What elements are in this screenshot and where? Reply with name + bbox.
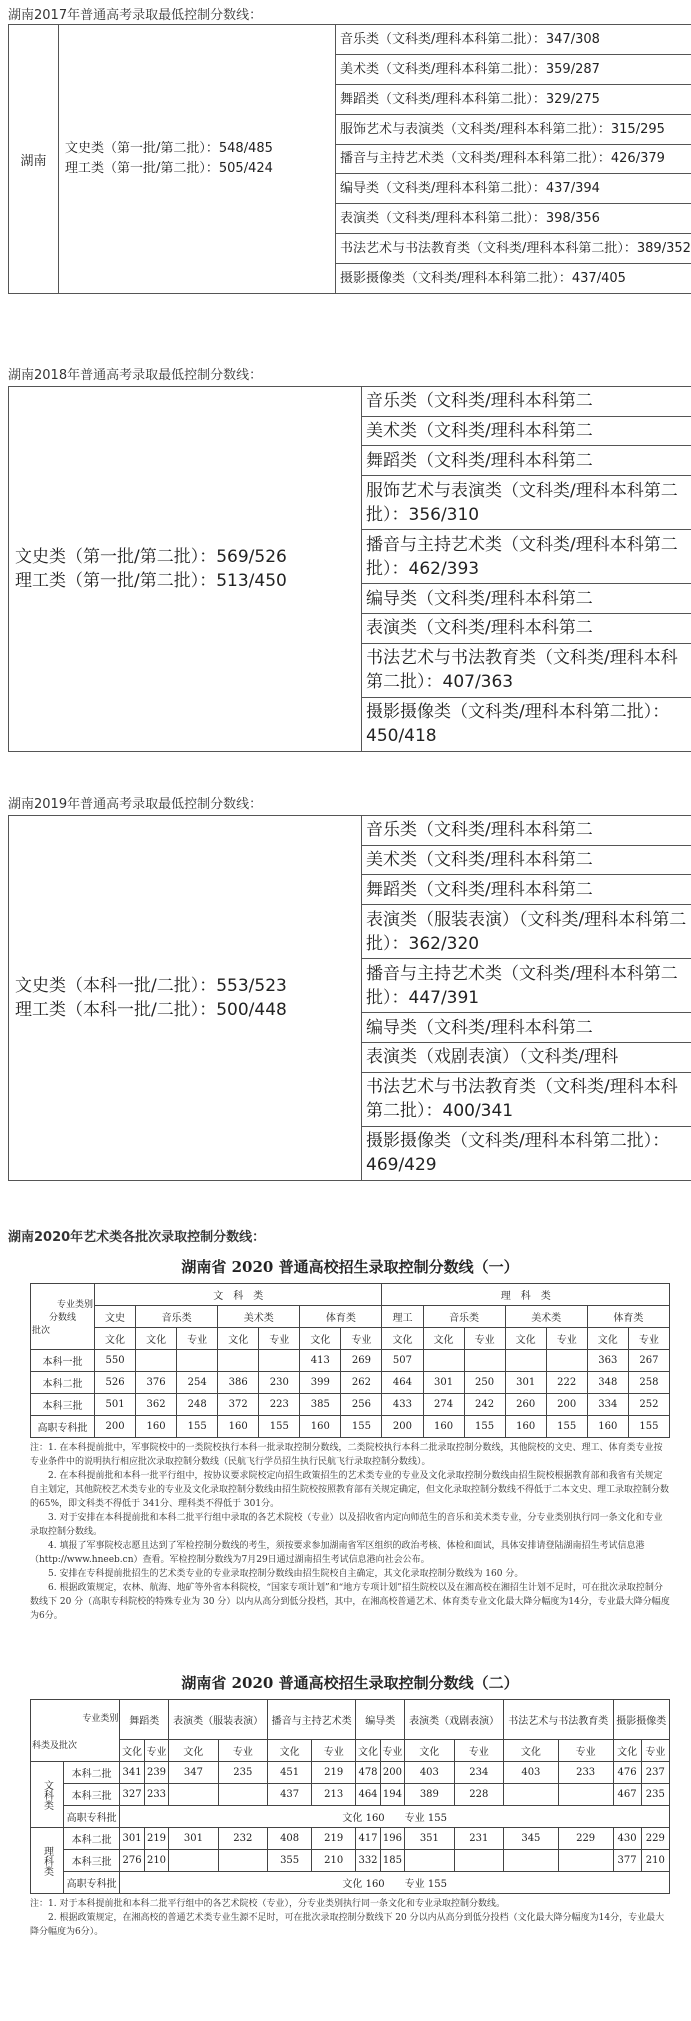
score-cell [259,1350,300,1372]
header-row [31,1306,670,1328]
left-line: 理工类（第一批/第二批）：505/424 [65,161,273,176]
score-cell: 200 [382,1416,423,1438]
score-cell: 155 [341,1416,382,1438]
score-cell: 155 [177,1416,218,1438]
sub-header: 专业 [341,1328,382,1350]
score-cell: 160 [587,1416,628,1438]
score-cell: 160 [136,1416,177,1438]
score-sheet-1 [30,1256,670,1623]
sub-header: 专业 [312,1740,356,1762]
score-cell [169,1784,218,1806]
sub-header: 专业 [464,1328,505,1350]
score-cell [218,1784,267,1806]
header-row [31,1284,670,1306]
left-line: 文史类（第一批/第二批）：569/526 [15,547,287,567]
item-cell: 美术类（文科类/理科本科第二 [362,416,691,446]
sub-header: 专业 [144,1740,168,1762]
score-cell: 550 [95,1350,136,1372]
left-line: 理工类（本科一批/二批）：500/448 [15,1000,287,1020]
note-line: 2. 根据政策规定，在湘高校的普通艺术类专业生源不足时，可在批次录取控制分数线下 20 分以内从高分到低分投档（文化最大降分幅度为14分，专业最大降分幅度为6分）。 [30,1913,665,1937]
score-cell: 260 [505,1394,546,1416]
corner-label: 专业类别 [56,1300,93,1310]
score-cell: 196 [380,1828,404,1850]
item-cell: 编导类（文科类/理科本科第二批）：437/394 [336,174,691,204]
sheet-2-title: 湖南省 2020 普通高校招生录取控制分数线（二） [181,1674,519,1692]
table-row [31,1762,670,1784]
corner-label: 科类及批次 [32,1740,78,1751]
note-line: 注：1. 对于本科提前批和本科二批平行组中的各艺术院校（专业），分专业类别执行同一条文化和专业录取控制分数线。 [30,1899,505,1909]
table-row [31,1850,670,1872]
section-title-2018: 湖南2018年普通高考录取最低控制分数线： [8,368,263,383]
sub-header: 文化 [613,1740,641,1762]
table-row [9,816,691,846]
score-cell: 362 [136,1394,177,1416]
item-cell: 编导类（文科类/理科本科第二 [362,1013,691,1043]
note-line: 2. 在本科提前批和本科一批平行组中，按协议要求院校定向招生政策招生的艺术类专业的专业及文化录取控制分数线由招生院校根据教育部和我省有关规定自主划定，其他院校艺术类专业的专业及文化录取控制分数线由招生院校按照教育部有关规定确定，但文化录取控制分数线不得低于二本文史、理工录取控制分数的65%，即文科类不得低于 341分、理科类不得低于 301分。 [30,1471,670,1509]
score-sheet-2 [30,1672,670,1939]
column-header: 摄影摄像类 [613,1700,670,1740]
sub-header: 专业 [558,1740,613,1762]
score-cell: 155 [628,1416,669,1438]
score-cell: 219 [312,1828,356,1850]
score-cell: 252 [628,1394,669,1416]
score-cell: 223 [259,1394,300,1416]
left-line: 理工类（第一批/第二批）：513/450 [15,571,287,591]
score-cell: 348 [587,1372,628,1394]
score-cell: 269 [341,1350,382,1372]
score-cell: 235 [218,1762,267,1784]
corner-label: 专业类别 [82,1713,119,1724]
sheet-2-body [31,1700,670,1894]
score-cell: 235 [641,1784,669,1806]
score-cell: 160 [218,1416,259,1438]
sub-header: 专业 [218,1740,267,1762]
zhuanke-cell: 文化 160 专业 155 [120,1872,670,1894]
item-cell: 舞蹈类（文科类/理科本科第二 [362,446,691,476]
sheet-1-body [31,1284,670,1438]
batch-cell: 本科一批 [31,1350,95,1372]
score-cell: 155 [546,1416,587,1438]
table-row [31,1806,670,1828]
column-header: 体育类 [587,1306,669,1328]
score-cell: 417 [356,1828,380,1850]
score-cell: 334 [587,1394,628,1416]
table-2018-body [9,387,691,752]
item-cell: 美术类（文科类/理科本科第二批）：359/287 [336,54,691,84]
sheet-1-title: 湖南省 2020 普通高校招生录取控制分数线（一） [181,1258,519,1276]
item-cell: 摄影摄像类（文科类/理科本科第二批）：469/429 [362,1126,691,1180]
sub-header: 专业 [546,1328,587,1350]
score-cell: 408 [268,1828,312,1850]
score-cell: 341 [120,1762,144,1784]
table-2019-body [9,816,691,1181]
column-header: 编导类 [356,1700,405,1740]
score-cell [558,1850,613,1872]
column-header: 体育类 [300,1306,382,1328]
score-cell: 256 [341,1394,382,1416]
sub-header: 文化 [218,1328,259,1350]
score-cell: 363 [587,1350,628,1372]
score-cell: 377 [613,1850,641,1872]
table-row [31,1372,670,1394]
score-cell: 254 [177,1372,218,1394]
note-line: 注：1. 在本科提前批中，军事院校中的一类院校执行本科一批录取控制分数线，二类院校执行本科二批录取控制分数线，其他院校的文史、理工、体育类专业按专业条件中的说明执行相应批次录取控制分数线（民航飞行学员招生执行民航飞行录取控制分数线）。 [30,1443,663,1467]
score-cell: 355 [268,1850,312,1872]
sub-header: 文化 [268,1740,312,1762]
sub-header: 文化 [504,1740,559,1762]
score-cell: 155 [464,1416,505,1438]
item-cell: 摄影摄像类（文科类/理科本科第二批）：450/418 [362,697,691,751]
score-cell [558,1784,613,1806]
score-cell: 467 [613,1784,641,1806]
score-cell: 160 [505,1416,546,1438]
score-cell: 200 [95,1416,136,1438]
score-cell: 345 [504,1828,559,1850]
batch-cell: 高职专科批 [64,1806,120,1828]
corner-label: 批次 [32,1326,51,1336]
score-cell: 301 [169,1828,218,1850]
left-cell [9,387,362,752]
score-cell: 194 [380,1784,404,1806]
item-cell: 播音与主持艺术类（文科类/理科本科第二批）：426/379 [336,144,691,174]
sub-header: 文化 [300,1328,341,1350]
score-cell [423,1350,464,1372]
item-cell: 服饰艺术与表演类（文科类/理科本科第二批）：315/295 [336,114,691,144]
score-cell: 242 [464,1394,505,1416]
table-2018 [8,386,691,752]
header-row [31,1700,670,1740]
score-cell: 160 [300,1416,341,1438]
header-row [31,1740,670,1762]
score-cell: 476 [613,1762,641,1784]
score-cell: 372 [218,1394,259,1416]
score-cell: 301 [505,1372,546,1394]
batch-cell: 高职专科批 [31,1416,95,1438]
item-cell: 播音与主持艺术类（文科类/理科本科第二批）：447/391 [362,959,691,1013]
score-cell: 233 [558,1762,613,1784]
corner-cell [31,1284,95,1350]
score-cell: 526 [95,1372,136,1394]
score-cell: 327 [120,1784,144,1806]
corner-cell [31,1700,120,1762]
column-header: 文史 [95,1306,136,1328]
side-label: 理科类 [31,1828,64,1894]
score-cell: 155 [259,1416,300,1438]
note-line: 3. 对于安排在本科提前批和本科二批平行组中录取的各艺术院校（专业）以及招收省内定向师范生的音乐和美术类专业，分专业类别执行同一条文化和专业录取控制分数线。 [30,1513,663,1537]
score-cell [218,1350,259,1372]
score-cell [464,1350,505,1372]
note-line: 6. 根据政策规定，农林、航海、地矿等外省本科院校，“国家专项计划”和“地方专项计划”招生院校以及在湘高校在湘招生计划不足时，可在批次录取控制分数线下 20 分（高职专科院校的特殊专业为 30 分）以内从高分到低分投档，其中，在湘高校普通艺术、体育类专业文化最大降分幅度为14分，专业最大降分幅度为6分。 [30,1583,670,1621]
item-cell: 服饰艺术与表演类（文科类/理科本科第二批）：356/310 [362,475,691,529]
column-header: 音乐类 [136,1306,218,1328]
score-cell: 248 [177,1394,218,1416]
item-cell: 播音与主持艺术类（文科类/理科本科第二批）：462/393 [362,530,691,584]
batch-cell: 本科二批 [31,1372,95,1394]
score-cell: 399 [300,1372,341,1394]
score-cell: 403 [405,1762,454,1784]
note-line: 5. 安排在专科提前批招生的艺术类专业的专业录取控制分数线由招生院校自主确定，其文化录取控制分数线为 160 分。 [48,1569,524,1579]
sub-header: 文化 [505,1328,546,1350]
sheet-1-notes [30,1441,670,1623]
score-cell: 229 [641,1828,669,1850]
column-header: 美术类 [218,1306,300,1328]
score-cell: 231 [454,1828,503,1850]
score-cell [504,1850,559,1872]
table-row [31,1416,670,1438]
score-cell: 347 [169,1762,218,1784]
score-cell [454,1850,503,1872]
score-cell: 185 [380,1850,404,1872]
score-cell: 507 [382,1350,423,1372]
sub-header: 专业 [259,1328,300,1350]
item-cell: 表演类（文科类/理科本科第二批）：398/356 [336,204,691,234]
score-cell: 237 [641,1762,669,1784]
sub-header: 文化 [382,1328,423,1350]
section-title-2020: 湖南2020年艺术类各批次录取控制分数线： [8,1230,266,1245]
score-cell: 219 [144,1828,168,1850]
score-cell [546,1350,587,1372]
batch-cell: 本科三批 [31,1394,95,1416]
table-row [31,1394,670,1416]
batch-cell: 高职专科批 [64,1872,120,1894]
score-cell: 234 [454,1762,503,1784]
item-cell: 书法艺术与书法教育类（文科类/理科本科第二批）：389/352 [336,234,691,264]
item-cell: 书法艺术与书法教育类（文科类/理科本科第二批）：400/341 [362,1072,691,1126]
score-cell: 274 [423,1394,464,1416]
score-cell [177,1350,218,1372]
score-cell: 332 [356,1850,380,1872]
score-cell [169,1850,218,1872]
note-line: 4. 填报了军事院校志愿且达到了军检控制分数线的考生，须按要求参加湖南省军区组织的政治考核、体检和面试，具体安排请登陆湖南招生考试信息港（http://www.hneeb.cn）查看。军检控制分数线为7月29日通过湖南招生考试信息港向社会公布。 [30,1541,645,1565]
sub-header: 专业 [454,1740,503,1762]
batch-cell: 本科二批 [64,1828,120,1850]
column-header: 美术类 [505,1306,587,1328]
column-header: 理工 [382,1306,423,1328]
score-cell: 386 [218,1372,259,1394]
score-cell: 301 [120,1828,144,1850]
score-cell [505,1350,546,1372]
corner-label: 分数线 [48,1313,76,1323]
table-row [31,1872,670,1894]
score-cell: 229 [558,1828,613,1850]
score-cell: 200 [546,1394,587,1416]
sheet-2-notes [30,1897,670,1939]
score-cell: 464 [356,1784,380,1806]
score-cell: 233 [144,1784,168,1806]
sub-header: 专业 [628,1328,669,1350]
item-cell: 编导类（文科类/理科本科第二 [362,584,691,614]
score-cell: 351 [405,1828,454,1850]
score-cell: 385 [300,1394,341,1416]
item-cell: 表演类（戏剧表演）（文科类/理科 [362,1042,691,1072]
sub-header: 专业 [641,1740,669,1762]
score-cell: 160 [423,1416,464,1438]
item-cell: 美术类（文科类/理科本科第二 [362,845,691,875]
province-cell: 湖南 [9,25,59,294]
item-cell: 音乐类（文科类/理科本科第二 [362,387,691,417]
sub-header: 文化 [136,1328,177,1350]
batch-cell: 本科三批 [64,1784,120,1806]
score-cell: 210 [144,1850,168,1872]
score-cell: 200 [380,1762,404,1784]
score-cell: 210 [312,1850,356,1872]
left-cell [9,816,362,1181]
table-2017-body [9,25,691,294]
item-cell: 舞蹈类（文科类/理科本科第二 [362,875,691,905]
score-cell [218,1850,267,1872]
score-cell: 262 [341,1372,382,1394]
table-row [9,25,691,55]
item-cell: 摄影摄像类（文科类/理科本科第二批）：437/405 [336,264,691,294]
column-header: 播音与主持艺术类 [268,1700,356,1740]
sheet-1-table [30,1283,670,1438]
score-cell: 239 [144,1762,168,1784]
column-header: 音乐类 [423,1306,505,1328]
item-cell: 舞蹈类（文科类/理科本科第二批）：329/275 [336,84,691,114]
column-header: 书法艺术与书法教育类 [504,1700,614,1740]
zhuanke-cell: 文化 160 专业 155 [120,1806,670,1828]
item-cell: 书法艺术与书法教育类（文科类/理科本科第二批）：407/363 [362,643,691,697]
batch-cell: 本科三批 [64,1850,120,1872]
sub-header: 文化 [95,1328,136,1350]
score-cell: 213 [312,1784,356,1806]
score-cell: 301 [423,1372,464,1394]
sheet-2-table [30,1699,670,1894]
score-cell: 276 [120,1850,144,1872]
item-cell: 音乐类（文科类/理科本科第二 [362,816,691,846]
score-cell [504,1784,559,1806]
group-header: 文 科 类 [95,1284,382,1306]
score-cell [405,1850,454,1872]
score-cell: 430 [613,1828,641,1850]
table-2017 [8,24,691,294]
score-cell: 232 [218,1828,267,1850]
score-cell: 501 [95,1394,136,1416]
score-cell: 433 [382,1394,423,1416]
score-cell [136,1350,177,1372]
sub-header: 专业 [177,1328,218,1350]
sub-header: 文化 [423,1328,464,1350]
header-row [31,1328,670,1350]
score-cell: 230 [259,1372,300,1394]
section-title-2019: 湖南2019年普通高考录取最低控制分数线： [8,797,263,812]
item-cell: 表演类（服装表演）（文科类/理科本科第二批）：362/320 [362,904,691,958]
score-cell: 437 [268,1784,312,1806]
score-cell: 389 [405,1784,454,1806]
score-cell: 250 [464,1372,505,1394]
sub-header: 专业 [380,1740,404,1762]
table-2019 [8,815,691,1181]
score-cell: 464 [382,1372,423,1394]
group-header: 理 科 类 [382,1284,670,1306]
column-header: 表演类（服装表演） [169,1700,268,1740]
score-cell: 222 [546,1372,587,1394]
table-row [31,1828,670,1850]
column-header: 表演类（戏剧表演） [405,1700,504,1740]
table-row [9,387,691,417]
table-row [31,1784,670,1806]
side-label: 文科类 [31,1762,64,1828]
sub-header: 文化 [169,1740,218,1762]
score-cell: 451 [268,1762,312,1784]
section-title-2017: 湖南2017年普通高考录取最低控制分数线： [8,8,263,23]
score-cell: 210 [641,1850,669,1872]
score-cell: 478 [356,1762,380,1784]
score-cell: 403 [504,1762,559,1784]
left-line: 文史类（第一批/第二批）：548/485 [65,141,273,156]
sub-header: 文化 [120,1740,144,1762]
column-header: 舞蹈类 [120,1700,169,1740]
sub-header: 文化 [587,1328,628,1350]
sub-header: 文化 [405,1740,454,1762]
score-cell: 228 [454,1784,503,1806]
score-cell: 413 [300,1350,341,1372]
left-line: 文史类（本科一批/二批）：553/523 [15,976,287,996]
left-cell [59,25,336,294]
table-row [31,1350,670,1372]
score-cell: 219 [312,1762,356,1784]
sub-header: 文化 [356,1740,380,1762]
item-cell: 音乐类（文科类/理科本科第二批）：347/308 [336,25,691,55]
score-cell: 258 [628,1372,669,1394]
score-cell: 267 [628,1350,669,1372]
score-cell: 376 [136,1372,177,1394]
batch-cell: 本科二批 [64,1762,120,1784]
item-cell: 表演类（文科类/理科本科第二 [362,613,691,643]
